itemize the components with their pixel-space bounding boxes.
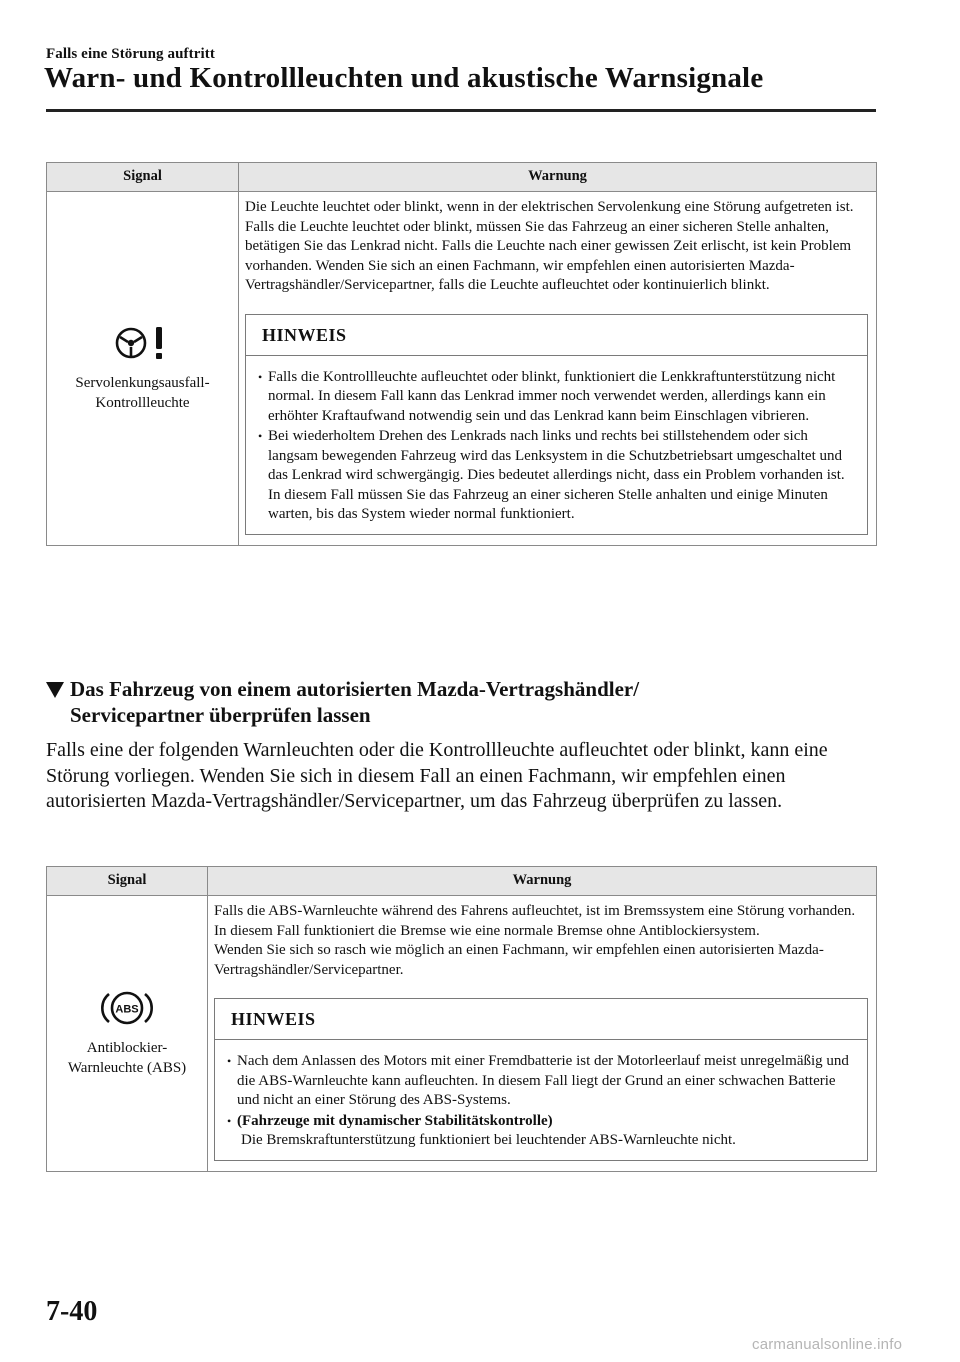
abs-icon-text: ABS — [115, 1003, 139, 1016]
power-steering-warning-table — [46, 162, 877, 546]
warning-cell — [208, 896, 877, 1172]
signal-cell — [47, 896, 208, 1172]
triangle-down-icon — [46, 682, 64, 698]
subsection-title-line: Das Fahrzeug von einem autorisierten Mazda-Vertragshändler/ — [70, 677, 640, 701]
column-header-warning: Warnung — [208, 867, 877, 896]
note-subtitle: (Fahrzeuge mit dynamischer Stabilitätskontrolle) — [237, 1112, 553, 1129]
page-number: 7-40 — [46, 1296, 98, 1327]
bullet-icon: • — [258, 369, 263, 384]
bullet-icon: • — [227, 1113, 232, 1128]
signal-label: Antiblockier- — [86, 1040, 168, 1057]
list-item — [227, 1052, 857, 1111]
abs-warning-icon — [95, 988, 159, 1028]
note-title: HINWEIS — [215, 999, 867, 1040]
warning-text: Wenden Sie sich so rasch wie möglich an einen Fachmann, wir empfehlen einen autorisierten Mazda-Vertragshändler/Servicepartner. — [214, 942, 824, 978]
note-body — [246, 356, 867, 534]
list-item — [227, 1112, 857, 1151]
intro-paragraph: Falls eine der folgenden Warnleuchten oder die Kontrollleuchte aufleuchtet oder blinkt, kann eine Störung vorliegen. Wenden Sie sich in diesem Fall an einen Fachmann, wir empfehlen einen autorisierten Mazda-Vertragshändler/Servicepartner, um das Fahrzeug überprüfen zu lassen. — [46, 739, 828, 812]
watermark: carmanualsonline.info — [752, 1336, 903, 1353]
signal-cell — [47, 192, 239, 546]
subsection-title-line: Servicepartner überprüfen lassen — [70, 703, 371, 727]
column-header-signal: Signal — [47, 867, 208, 896]
note-text: Die Bremskraftunterstützung funktioniert bei leuchtender ABS-Warnleuchte nicht. — [241, 1132, 736, 1148]
column-header-signal: Signal — [47, 163, 239, 192]
note-box — [214, 998, 868, 1161]
signal-label: Servolenkungsausfall- — [75, 375, 210, 392]
bullet-icon: • — [227, 1054, 232, 1068]
list-item — [258, 368, 857, 427]
list-item — [258, 427, 857, 525]
signal-label: Warnleuchte (ABS) — [67, 1060, 187, 1077]
note-text: Falls die Kontrollleuchte aufleuchtet oder blinkt, funktioniert die Lenkkraftunterstützung nicht normal. In diesem Fall kann das Lenkrad immer noch verwendet werden, allerdings kann ein erhöhter Kraftaufwand notwendig sein und das Lenkrad kann beim Einschlagen vibrieren. — [268, 368, 836, 424]
warning-text: Die Leuchte leuchtet oder blinkt, wenn in der elektrischen Servolenkung eine Störung aufgetreten ist. — [245, 199, 854, 215]
section-label: Falls eine Störung auftritt — [46, 46, 215, 62]
title-divider — [46, 109, 876, 112]
power-steering-warning-icon — [112, 323, 174, 363]
warning-cell — [239, 192, 877, 546]
abs-warning-table — [46, 866, 877, 1172]
warning-text: Falls die Leuchte leuchtet oder blinkt, müssen Sie das Fahrzeug an einer sicheren Stelle anhalten, betätigen Sie das Lenkrad nicht. Falls die Leuchte nach einer gewissen Zeit erlischt, ist kein Problem vorhanden. Wenden Sie sich an einen Fachmann, wir empfehlen einen autorisierten Mazda-Vertragshändler/Servicepartner, falls die Leuchte aufleuchtet oder kontinuierlich blinkt. — [245, 218, 852, 293]
table-header-row — [47, 867, 877, 896]
note-body — [215, 1040, 867, 1160]
subsection-heading — [46, 676, 846, 728]
note-box — [245, 314, 868, 535]
note-title: HINWEIS — [246, 315, 867, 356]
table-row — [47, 896, 877, 1172]
note-text: Nach dem Anlassen des Motors mit einer Fremdbatterie ist der Motorleerlauf meist unregelmäßig und die ABS-Warnleuchte kann aufleuchten. In diesem Fall liegt der Grund an einer schwachen Batterie und nicht an einer Störung des ABS-Systems. — [237, 1053, 849, 1108]
table-header-row — [47, 163, 877, 192]
column-header-warning: Warnung — [239, 163, 877, 192]
warning-text: Falls die ABS-Warnleuchte während des Fahrens aufleuchtet, ist im Bremssystem eine Störung vorhanden. In diesem Fall funktioniert die Bremse wie eine normale Bremse ohne Antiblockiersystem. — [214, 903, 856, 939]
chapter-title: Warn- und Kontrollleuchten und akustische Warnsignale — [44, 62, 764, 94]
note-text: Bei wiederholtem Drehen des Lenkrads nach links und rechts bei stillstehendem oder sich langsam bewegenden Fahrzeug wird das Lenksystem in die Schutzbetriebsart umgeschaltet und das Lenkrad wird schwergängig. Dies bedeutet allerdings nicht, dass ein Problem vorhanden ist. In diesem Fall müssen Sie das Fahrzeug an einer sicheren Stelle anhalten und einige Minuten warten, bis das System wieder normal funktioniert. — [268, 428, 845, 522]
bullet-icon: • — [258, 429, 263, 443]
table-row — [47, 192, 877, 546]
signal-label: Kontrollleuchte — [95, 395, 190, 412]
